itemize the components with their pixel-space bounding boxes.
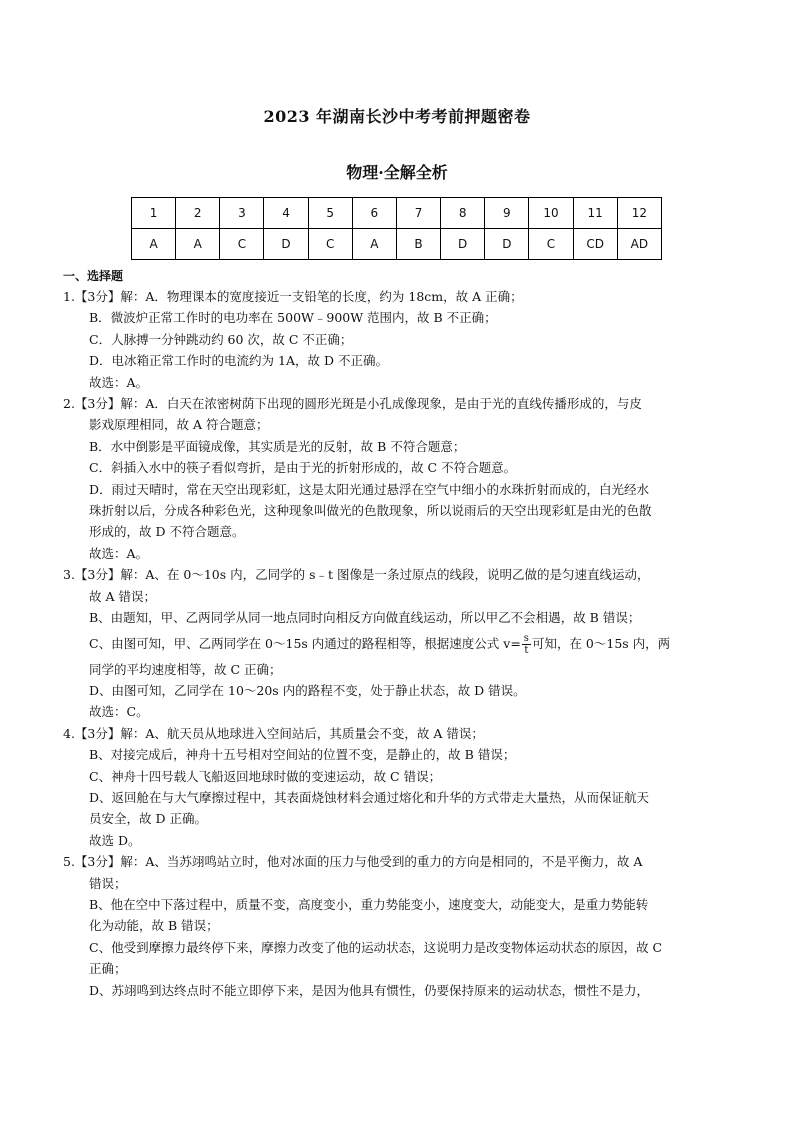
- question-4-solution: [63, 723, 753, 851]
- solution-line: 5.【3分】解：A、当苏翊鸣站立时，他对冰面的压力与他受到的重力的方向是相同的，不是平衡力，故 A: [63, 854, 643, 870]
- answer-cell: A: [132, 229, 176, 260]
- solution-line: 故选：A。: [89, 374, 149, 390]
- solution-line: D、由图可知，乙同学在 10～20s 内的路程不变，处于静止状态，故 D 错误。: [89, 682, 526, 698]
- question-number-cell: 4: [264, 198, 308, 229]
- answer-table: [131, 197, 662, 260]
- question-number-cell: 10: [529, 198, 573, 229]
- solution-line: 2.【3分】解：A．白天在浓密树荫下出现的圆形光斑是小孔成像现象，是由于光的直线传播形成的，与皮: [63, 396, 642, 412]
- question-number-cell: 2: [176, 198, 220, 229]
- solution-line: 故选 D。: [89, 832, 141, 848]
- solution-line: C．人脉搏一分钟跳动约 60 次，故 C 不正确；: [89, 331, 353, 347]
- answer-cell: D: [441, 229, 485, 260]
- question-number-cell: 5: [308, 198, 352, 229]
- solution-line: D、苏翊鸣到达终点时不能立即停下来，是因为他具有惯性，仍要保持原来的运动状态，惯性不是力，: [89, 982, 650, 998]
- solution-line: D．电冰箱正常工作时的电流约为 1A，故 D 不正确。: [89, 353, 388, 369]
- fraction-numerator: s: [523, 632, 529, 644]
- question-number-cell: 3: [220, 198, 264, 229]
- answer-cell: C: [308, 229, 352, 260]
- fraction-denominator: t: [524, 644, 529, 656]
- question-number-cell: 12: [617, 198, 661, 229]
- question-1-solution: [63, 286, 753, 393]
- solution-line: C、他受到摩擦力最终停下来，摩擦力改变了他的运动状态，这说明力是改变物体运动状态的原因，故 C: [89, 939, 663, 955]
- solution-line: B．微波炉正常工作时的电功率在 500W﹣900W 范围内，故 B 不正确；: [89, 310, 497, 326]
- answer-cell: C: [220, 229, 264, 260]
- question-number-cell: 6: [352, 198, 396, 229]
- question-number-cell: 8: [441, 198, 485, 229]
- solution-line: 正确；: [89, 961, 127, 977]
- solution-text: 可知，在 0～15s 内，两: [531, 635, 671, 651]
- solution-line: D．雨过天晴时，常在天空出现彩虹，这是太阳光通过悬浮在空气中细小的水珠折射而成的，白光经水: [89, 481, 650, 497]
- solution-line: 同学的平均速度相等，故 C 正确；: [89, 661, 282, 677]
- question-2-solution: [63, 393, 753, 564]
- answer-cell: B: [396, 229, 440, 260]
- solution-line: B、由题知，甲、乙两同学从同一地点同时向相反方向做直线运动，所以甲乙不会相遇，故 B 错误；: [89, 610, 641, 626]
- answer-cell: D: [264, 229, 308, 260]
- solution-line: B、对接完成后，神舟十五号相对空间站的位置不变，是静止的，故 B 错误；: [89, 747, 516, 763]
- solution-line: 珠折射以后，分成各种彩色光，这种现象叫做光的色散现象，所以说雨后的天空出现彩虹是由光的色散: [89, 503, 652, 519]
- solution-line: B．水中倒影是平面镜成像，其实质是光的反射，故 B 不符合题意；: [89, 438, 466, 454]
- solution-line: 故选：C。: [89, 704, 149, 720]
- solutions-body: [63, 266, 753, 1001]
- section-heading: 一、选择题: [63, 269, 124, 283]
- solution-line: 影戏原理相同，故 A 符合题意；: [89, 417, 269, 433]
- answer-cell: D: [485, 229, 529, 260]
- solution-line: 员安全，故 D 正确。: [89, 811, 207, 827]
- question-number-cell: 9: [485, 198, 529, 229]
- solution-line: 故选：A。: [89, 545, 149, 561]
- solution-line: 形成的，故 D 不符合题意。: [89, 524, 245, 540]
- answer-table-number-row: [132, 198, 662, 229]
- question-number-cell: 1: [132, 198, 176, 229]
- solution-line: B、他在空中下落过程中，质量不变，高度变小，重力势能变小，速度变大，动能变大，是重力势能转: [89, 896, 649, 912]
- solution-text: C、由图可知，甲、乙两同学在 0～15s 内通过的路程相等，根据速度公式 v=: [89, 635, 521, 651]
- solution-line: 化为动能，故 B 错误；: [89, 918, 219, 934]
- solution-line: C．斜插入水中的筷子看似弯折，是由于光的折射形成的，故 C 不符合题意。: [89, 460, 517, 476]
- answer-cell: AD: [617, 229, 661, 260]
- solution-line: 3.【3分】解：A、在 0～10s 内，乙同学的 s﹣t 图像是一条过原点的线段，说明乙做的是匀速直线运动，: [63, 567, 650, 583]
- solution-line-with-formula: [63, 629, 753, 659]
- answer-cell: C: [529, 229, 573, 260]
- exam-title: 2023 年湖南长沙中考考前押题密卷: [263, 107, 531, 126]
- answer-cell: A: [352, 229, 396, 260]
- answer-cell: CD: [573, 229, 617, 260]
- question-5-solution: [63, 851, 753, 1001]
- solution-line: D、返回舱在与大气摩擦过程中，其表面烧蚀材料会通过熔化和升华的方式带走大量热，从而保证航天: [89, 789, 650, 805]
- velocity-fraction: [522, 633, 531, 656]
- solution-line: 1.【3分】解：A．物理课本的宽度接近一支铅笔的长度，约为 18cm，故 A 正确；: [63, 289, 523, 304]
- question-3-solution: [63, 564, 753, 722]
- solution-line: 错误；: [89, 875, 127, 891]
- solution-line: 故 A 错误；: [89, 588, 156, 604]
- exam-subtitle: 物理·全解全析: [346, 163, 448, 182]
- question-number-cell: 11: [573, 198, 617, 229]
- answer-table-answer-row: [132, 229, 662, 260]
- solution-line: C、神舟十四号载人飞船返回地球时做的变速运动，故 C 错误；: [89, 768, 442, 784]
- question-number-cell: 7: [396, 198, 440, 229]
- answer-cell: A: [176, 229, 220, 260]
- solution-line: 4.【3分】解：A、航天员从地球进入空间站后，其质量会不变，故 A 错误；: [63, 725, 484, 741]
